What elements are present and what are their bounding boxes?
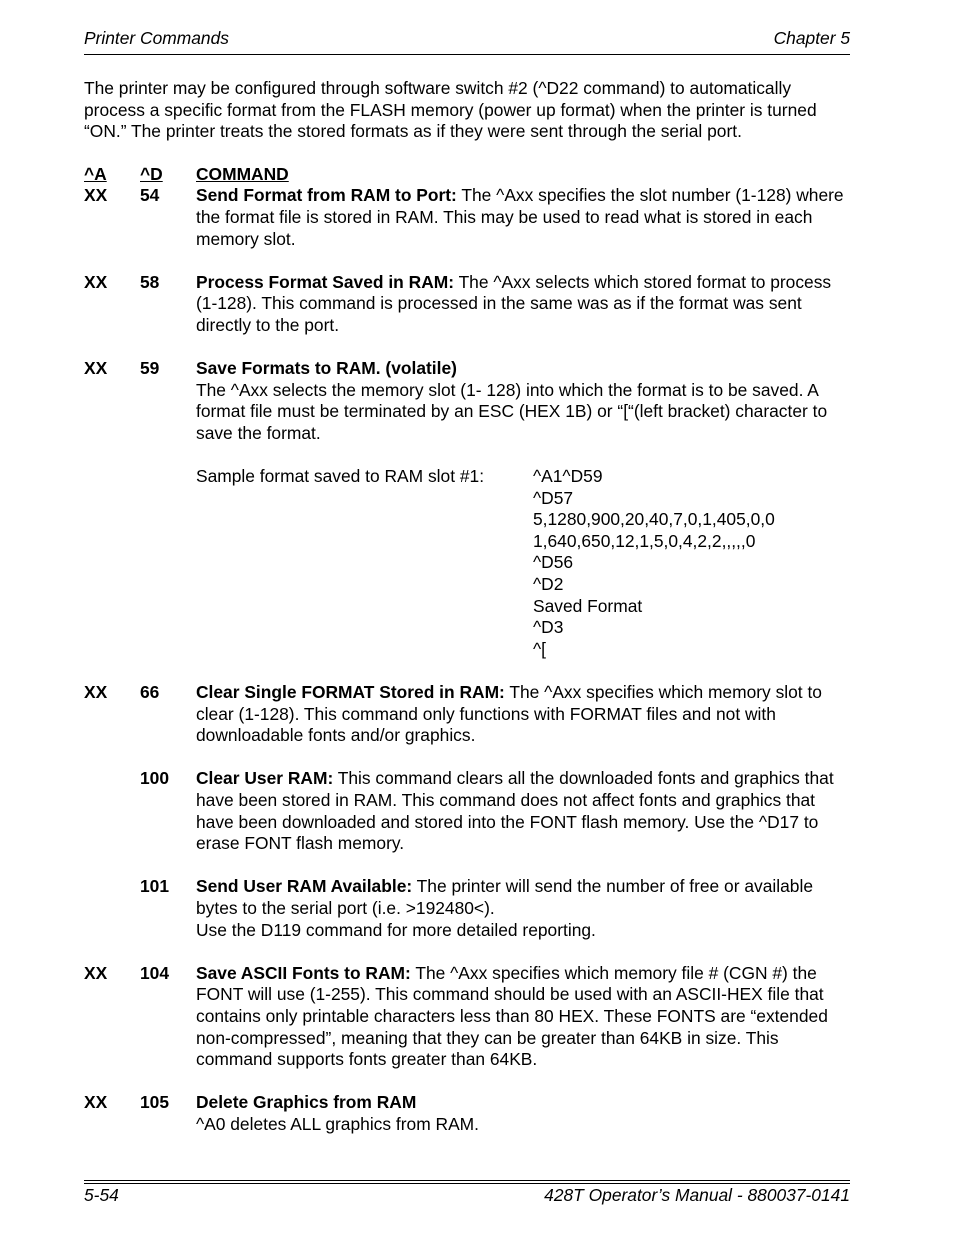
command-d: 54	[140, 185, 160, 206]
command-d: 104	[140, 962, 170, 983]
command-title: Send User RAM Available:	[196, 876, 413, 897]
command-a: XX	[84, 962, 108, 983]
command-text: ^A0 deletes ALL graphics from RAM.	[196, 1113, 479, 1134]
command-text: This command clears all the downloaded fonts and graphics that have been stored in RAM. This command does not affect fonts and graphics that have been downloaded and stored into the FONT flash memory. Use the ^D17 to erase FONT flash memory.	[196, 768, 834, 854]
page-header	[84, 28, 850, 50]
command-title: Clear User RAM:	[196, 768, 334, 789]
command-row-101	[84, 876, 850, 941]
column-header-a: ^A	[84, 163, 107, 184]
command-text: The ^Axx selects the memory slot (1- 128) into which the format is to be saved. A format file must be terminated by an ESC (HEX 1B) or “[“(left bracket) character to save the format.	[196, 379, 828, 443]
sample-line: ^A1^D59	[533, 466, 603, 487]
command-row-105	[84, 1092, 850, 1135]
command-table-header	[84, 164, 850, 186]
command-row-100	[84, 768, 850, 854]
command-text: The ^Axx specifies which memory slot to clear (1-128). This command only functions with FORMAT files and not with downloadable fonts and/or graphics.	[196, 682, 822, 746]
sample-line: 1,640,650,12,1,5,0,4,2,2,,,,,0	[533, 530, 756, 551]
page-footer	[84, 1185, 850, 1207]
command-a: XX	[84, 358, 108, 379]
header-rule	[84, 54, 850, 55]
header-section-title: Printer Commands	[84, 28, 229, 48]
command-d: 101	[140, 876, 170, 897]
command-text: The printer will send the number of free or available bytes to the serial port (i.e. >192480<).	[196, 876, 813, 918]
sample-line: ^D57	[533, 487, 574, 508]
command-d: 105	[140, 1092, 170, 1113]
command-text: The ^Axx specifies which memory file # (CGN #) the FONT will use (1-255). This command should be used with an ASCII-HEX file that contains only printable characters less than 80 HEX. These FONTS are “extended non-compressed”, meaning that they can be greater than 64KB in size. This command supports fonts greater than 64KB.	[196, 962, 828, 1070]
command-row-66	[84, 682, 850, 747]
footer-rule	[84, 1180, 850, 1181]
sample-line: ^D3	[533, 617, 564, 638]
page-number: 5-54	[84, 1185, 119, 1205]
command-text-2: Use the D119 command for more detailed reporting.	[196, 919, 596, 940]
command-a: XX	[84, 1092, 108, 1113]
sample-label: Sample format saved to RAM slot #1:	[196, 466, 485, 487]
sample-line: Saved Format	[533, 595, 643, 616]
sample-code	[533, 466, 775, 660]
sample-line: ^[	[533, 638, 546, 659]
command-row-54	[84, 185, 850, 250]
command-text: The ^Axx specifies the slot number (1-128) where the format file is stored in RAM. This may be used to read what is stored in each memory slot.	[196, 185, 844, 249]
column-header-d: ^D	[140, 163, 163, 184]
command-text: The ^Axx selects which stored format to process (1-128). This command is processed in the same was as if the format was sent directly to the port.	[196, 271, 832, 335]
command-title: Send Format from RAM to Port:	[196, 185, 457, 206]
page-body	[84, 78, 850, 1157]
footer-rule-double	[84, 1183, 850, 1184]
sample-line: ^D2	[533, 574, 564, 595]
command-d: 58	[140, 271, 160, 292]
command-d: 59	[140, 358, 160, 379]
manual-page	[84, 0, 850, 1235]
sample-format	[196, 466, 850, 660]
command-title: Delete Graphics from RAM	[196, 1092, 417, 1113]
command-row-104	[84, 963, 850, 1071]
command-title: Save ASCII Fonts to RAM:	[196, 962, 411, 983]
command-a: XX	[84, 271, 108, 292]
intro-paragraph: The printer may be configured through software switch #2 (^D22 command) to automatically process a specific format from the FLASH memory (power up format) when the printer is turned “ON.” The printer treats the stored formats as if they were sent through the serial port.	[84, 78, 817, 142]
sample-line: ^D56	[533, 552, 574, 573]
command-title: Process Format Saved in RAM:	[196, 271, 455, 292]
command-d: 100	[140, 768, 170, 789]
header-chapter: Chapter 5	[773, 28, 850, 48]
command-row-59	[84, 358, 850, 660]
command-title: Clear Single FORMAT Stored in RAM:	[196, 682, 505, 703]
command-title: Save Formats to RAM. (volatile)	[196, 358, 457, 379]
sample-line: 5,1280,900,20,40,7,0,1,405,0,0	[533, 509, 775, 530]
command-a: XX	[84, 682, 108, 703]
manual-title: 428T Operator’s Manual - 880037-0141	[544, 1185, 850, 1205]
command-row-58	[84, 272, 850, 337]
command-a: XX	[84, 185, 108, 206]
column-header-command: COMMAND	[196, 163, 289, 184]
command-d: 66	[140, 682, 160, 703]
